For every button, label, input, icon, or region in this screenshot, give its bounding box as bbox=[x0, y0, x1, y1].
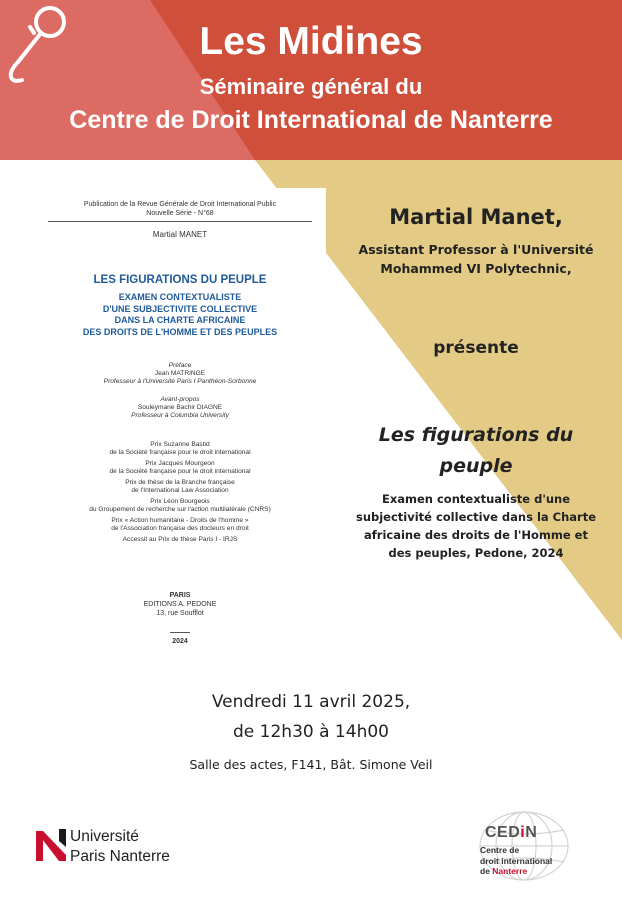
cover-prizes: Prix Suzanne Bastid de la Société française pour le droit international Prix Jacques Mourgeon de la Société française pour le droit international Prix de thèse de la Branche française de l'International Law Association Prix Léon Bourgeois du Groupement de recherche sur l'action multilatérale (CNRS) Prix « Action humanitaire - Droits de l'homme » de l'Association française des docteurs en droit Accessit au Prix de thèse Paris I - IRJS bbox=[89, 441, 271, 543]
cover-author: Martial MANET bbox=[152, 230, 208, 239]
seminar-title: Les Midines bbox=[199, 20, 423, 63]
cover-divider bbox=[48, 221, 312, 222]
book-subtitle: Examen contextualiste d'une subjectivité collective dans la Charte africaine des droits de l'Homme et des peuples, Pedone, 2024 bbox=[355, 492, 597, 560]
university-name: Université Paris Nanterre bbox=[70, 828, 170, 865]
cover-year: 2024 bbox=[172, 638, 188, 645]
cover-foreword: Avant-propos Souleymane Bachir DIAGNE Professeur à Columbia University bbox=[131, 396, 229, 419]
speaker-name: Martial Manet, bbox=[389, 205, 563, 229]
book-cover bbox=[34, 188, 326, 666]
event-date: Vendredi 11 avril 2025, bbox=[211, 692, 411, 712]
speaker-affiliation: Assistant Professor à l'Université Mohammed VI Polytechnic, bbox=[358, 242, 594, 276]
event-datetime bbox=[0, 687, 622, 747]
cover-publication: Publication de la Revue Générale de Droit International Public Nouvelle Série - N°68 bbox=[83, 201, 277, 217]
cover-publisher: PARIS EDITIONS A. PEDONE 13, rue Soufflot bbox=[143, 592, 217, 617]
cedin-description: Centre de droit international de Nanterre bbox=[480, 845, 553, 876]
seminar-subtitle-1: Séminaire général du bbox=[199, 74, 423, 99]
cover-title: LES FIGURATIONS DU PEUPLE bbox=[93, 274, 267, 286]
cedin-logo-text: CEDiN bbox=[485, 824, 538, 841]
presents-label: présente bbox=[433, 338, 519, 358]
nanterre-logo-icon bbox=[36, 829, 68, 861]
cover-dash bbox=[170, 632, 190, 633]
event-room: Salle des actes, F141, Bât. Simone Veil bbox=[189, 757, 433, 772]
event-time: de 12h30 à 14h00 bbox=[233, 722, 389, 742]
cover-preface: Préface Jean MATRINGE Professeur à l'Université Paris I Panthéon-Sorbonne bbox=[103, 362, 257, 385]
header-banner bbox=[0, 0, 622, 160]
seminar-subtitle-2: Centre de Droit International de Nanterre bbox=[69, 106, 553, 134]
book-title: Les figurations du peuple bbox=[378, 424, 574, 477]
cover-subtitle: EXAMEN CONTEXTUALISTE D'UNE SUBJECTIVITE COLLECTIVE DANS LA CHARTE AFRICAINE DES DROITS DE L'HOMME ET DES PEUPLES bbox=[82, 292, 278, 337]
